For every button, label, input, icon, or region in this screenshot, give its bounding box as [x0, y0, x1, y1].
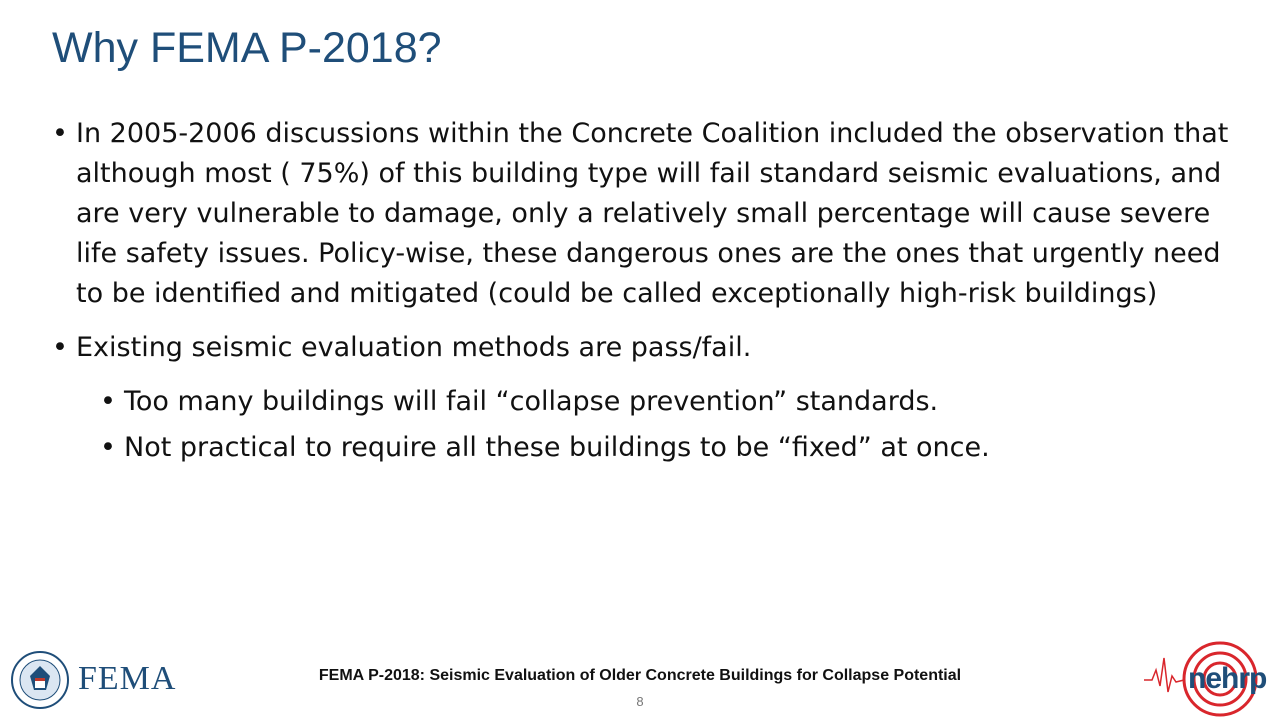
nehrp-logo [1140, 640, 1276, 718]
fema-wordmark: FEMA [78, 660, 177, 697]
footer-title: FEMA P-2018: Seismic Evaluation of Older Concrete Buildings for Collapse Potential [318, 667, 962, 684]
nehrp-wordmark: nehrp [1188, 662, 1267, 695]
page-number: 8 [636, 694, 644, 709]
slide-title: Why FEMA P-2018? [52, 24, 442, 72]
bullet-list [52, 114, 1242, 474]
sub-bullet-collapse-prevention: • Too many buildings will fail “collapse prevention” standards. [100, 382, 1242, 422]
sub-bullet-not-practical: • Not practical to require all these buildings to be “fixed” at once. [100, 428, 1242, 468]
bullet-pass-fail: • Existing seismic evaluation methods are pass/fail. [52, 328, 1242, 368]
bullet-concrete-coalition: • In 2005-2006 discussions within the Concrete Coalition included the observation that although most ( 75%) of this building type will fail standard seismic evaluations, and are very vulnerable to damage, only a relatively small percentage will cause severe life safety issues. Policy-wise, these dangerous ones are the ones that urgently need to be identified and mitigated (could be called exceptionally high-risk buildings) [52, 114, 1242, 314]
